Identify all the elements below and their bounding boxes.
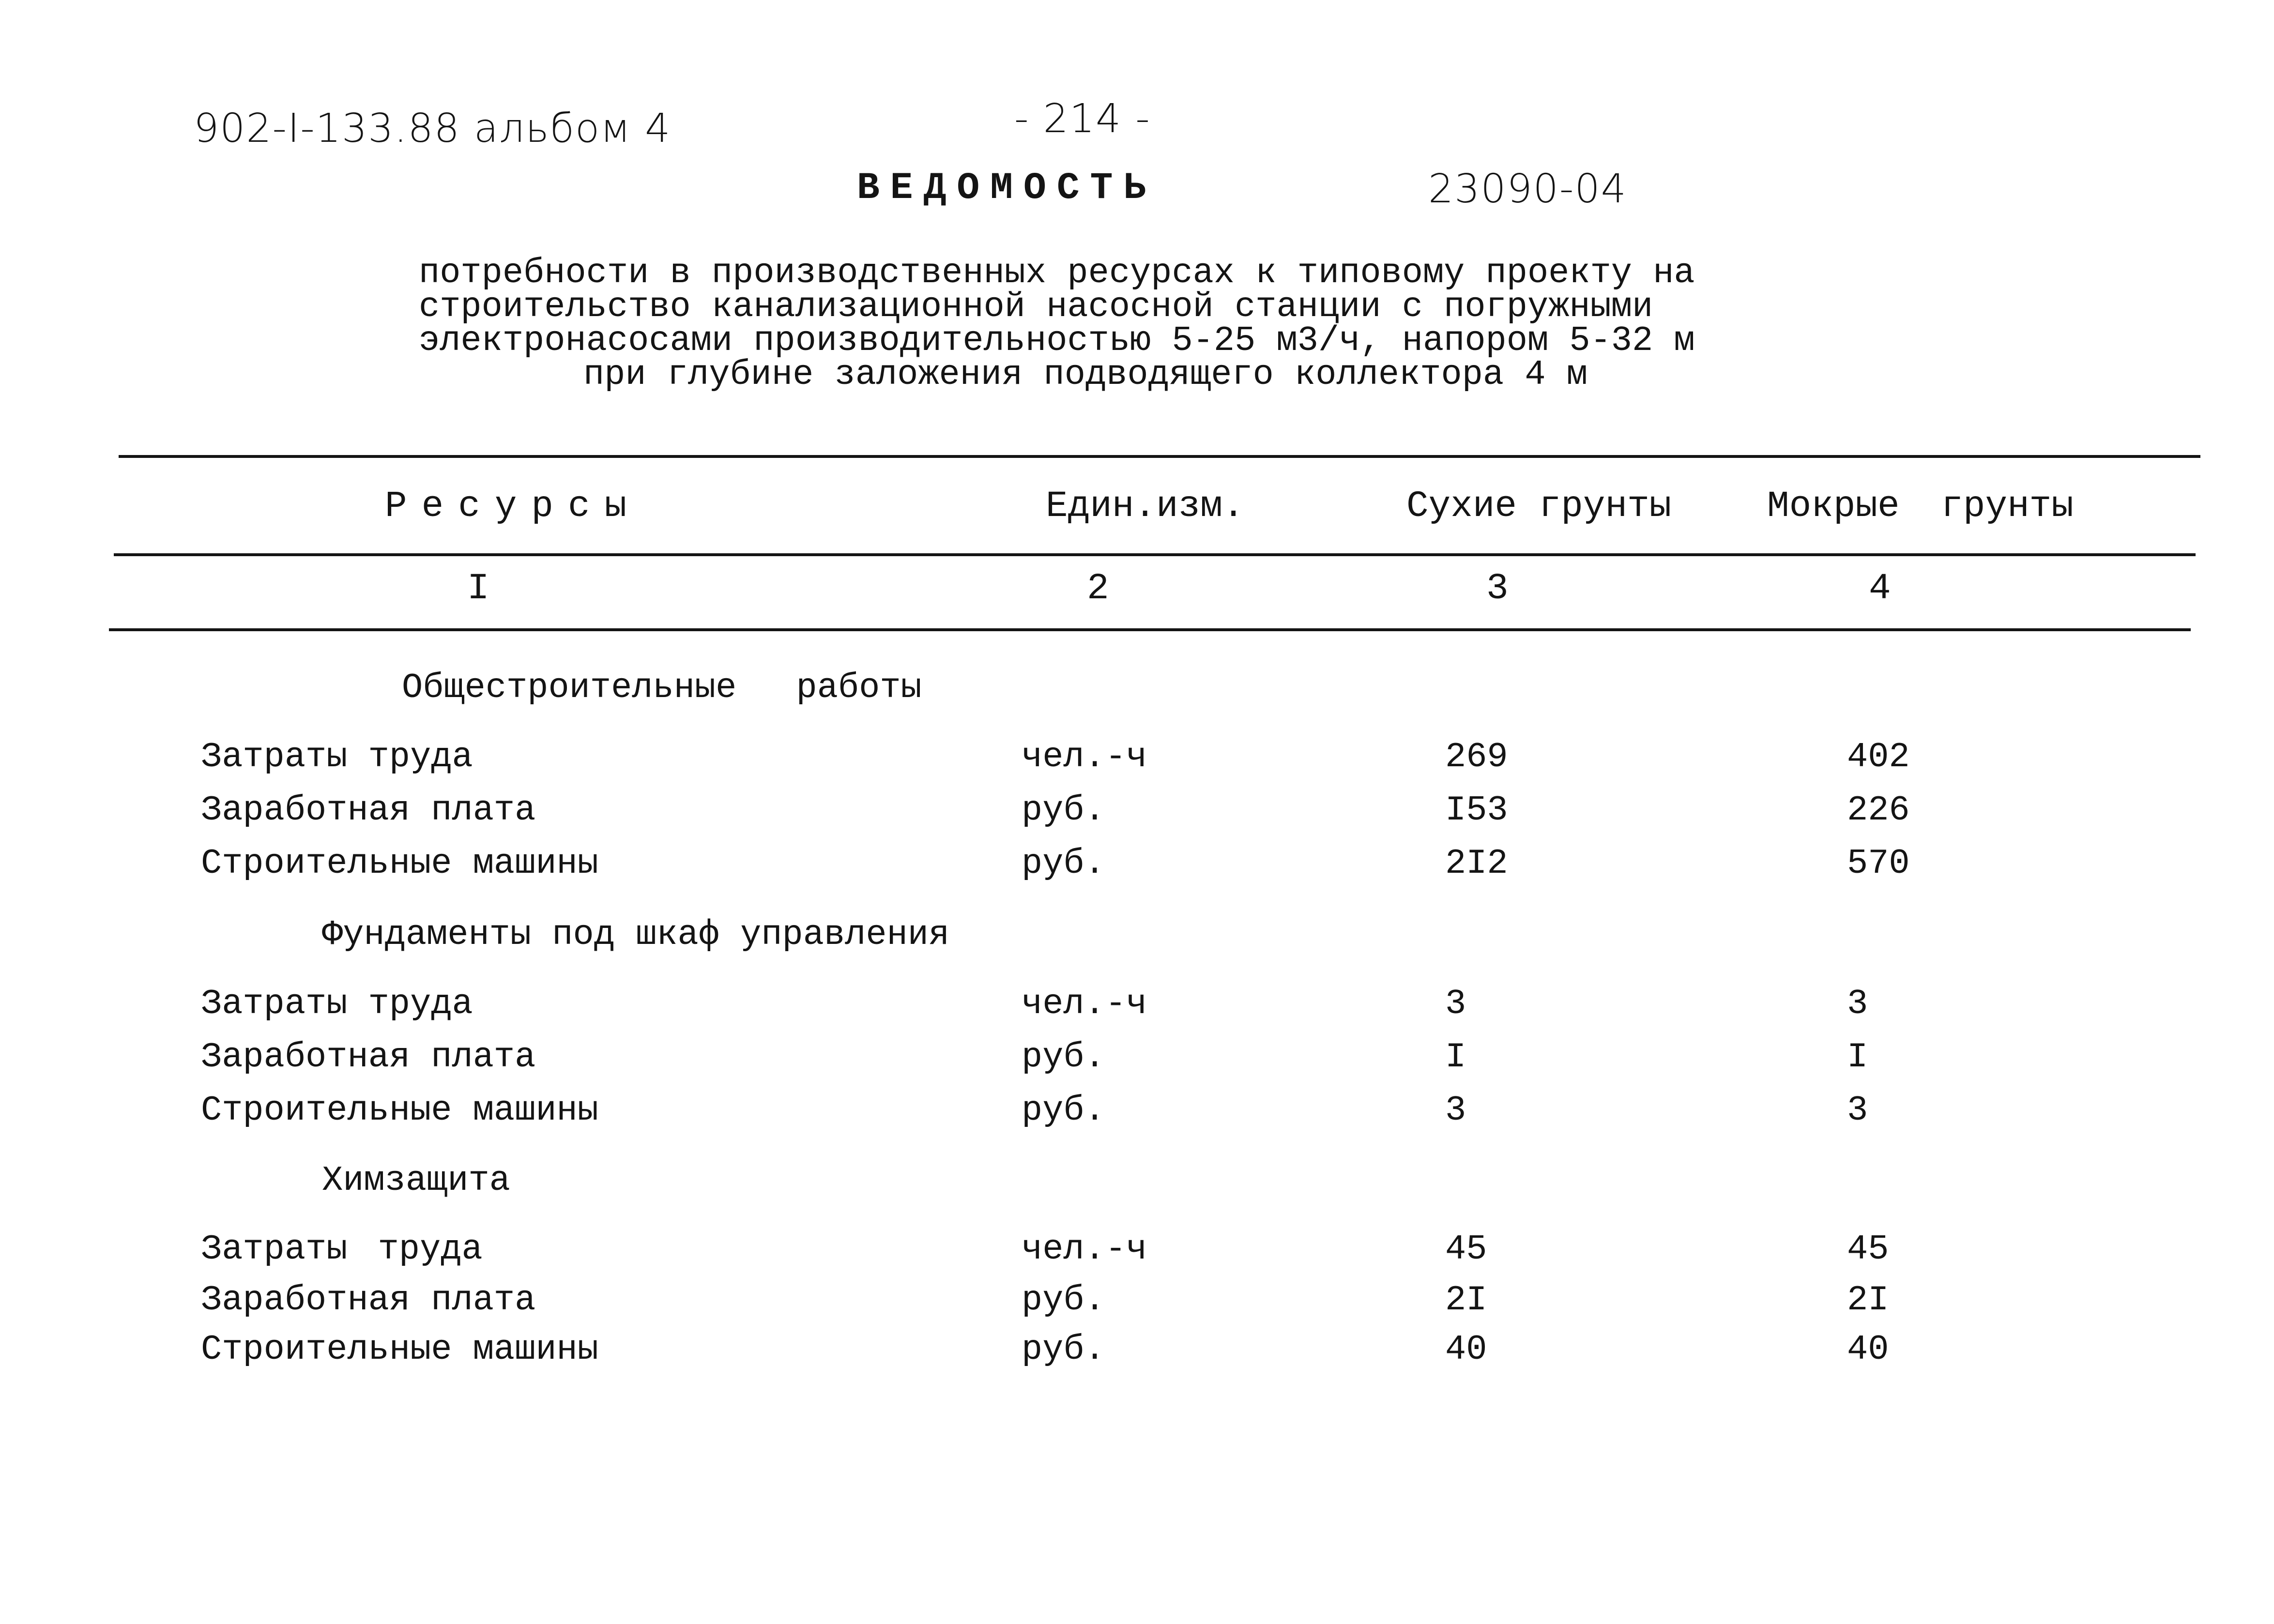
table-row-resource: Заработная плата xyxy=(201,1280,536,1320)
column-header-wet: Мокрые грунты xyxy=(1767,486,2074,527)
table-row-dry: 45 xyxy=(1445,1229,1487,1269)
table-row-resource: Затраты труда xyxy=(201,1229,483,1269)
table-row-resource: Заработная плата xyxy=(201,790,536,830)
table-numbers-rule xyxy=(109,628,2191,631)
table-row-resource: Строительные машины xyxy=(201,1091,598,1130)
section-title-general-construction: Общестроительные работы xyxy=(402,668,922,708)
column-number-1: I xyxy=(467,568,489,609)
table-row-resource: Затраты труда xyxy=(201,984,473,1024)
table-row-wet: 402 xyxy=(1847,737,1910,777)
table-row-dry: 2I2 xyxy=(1445,844,1508,883)
table-row-unit: чел.-ч xyxy=(1022,737,1147,777)
column-number-4: 4 xyxy=(1869,568,1891,609)
table-row-dry: 3 xyxy=(1445,1091,1466,1130)
document-code: 23090-04 xyxy=(1428,166,1627,212)
table-header-rule xyxy=(114,553,2196,556)
table-row-unit: чел.-ч xyxy=(1022,984,1147,1024)
table-row-dry: 2I xyxy=(1445,1280,1487,1320)
column-number-2: 2 xyxy=(1087,568,1109,609)
section-title-foundations: Фундаменты под шкаф управления xyxy=(322,915,950,955)
table-row-unit: руб. xyxy=(1022,1280,1105,1320)
document-reference: 902-I-133.88 альбом 4 xyxy=(194,106,672,152)
column-header-dry: Сухие грунты xyxy=(1406,486,1672,527)
page-number: - 214 - xyxy=(1014,96,1151,142)
table-row-unit: руб. xyxy=(1022,1330,1105,1369)
column-number-3: 3 xyxy=(1486,568,1509,609)
table-row-resource: Строительные машины xyxy=(201,1330,598,1369)
table-row-unit: руб. xyxy=(1022,790,1105,830)
table-row-dry: 3 xyxy=(1445,984,1466,1024)
table-row-unit: руб. xyxy=(1022,1091,1105,1130)
table-row-dry: 269 xyxy=(1445,737,1508,777)
table-row-wet: 226 xyxy=(1847,790,1910,830)
table-row-wet: 45 xyxy=(1847,1229,1889,1269)
description-line-2: строительство канализационной насосной станции с погружными xyxy=(419,287,1653,327)
column-header-unit: Един.изм. xyxy=(1046,486,1245,527)
table-row-unit: чел.-ч xyxy=(1022,1229,1147,1269)
section-title-chemical-protection: Химзащита xyxy=(322,1161,510,1200)
table-row-resource: Заработная плата xyxy=(201,1037,536,1077)
column-header-resources: Ресурсы xyxy=(385,486,641,527)
description-line-4: при глубине заложения подводящего коллектора 4 м xyxy=(583,355,1587,395)
document-title: ВЕДОМОСТЬ xyxy=(857,167,1157,210)
table-row-resource: Строительные машины xyxy=(201,844,598,883)
table-row-wet: 3 xyxy=(1847,1091,1868,1130)
table-row-wet: 2I xyxy=(1847,1280,1889,1320)
table-row-wet: I xyxy=(1847,1037,1868,1077)
table-row-resource: Затраты труда xyxy=(201,737,473,777)
description-line-3: электронасосами производительностью 5-25 м3/ч, напором 5-32 м xyxy=(419,321,1695,361)
table-row-unit: руб. xyxy=(1022,844,1105,883)
table-row-unit: руб. xyxy=(1022,1037,1105,1077)
table-top-rule xyxy=(119,455,2200,458)
table-row-wet: 570 xyxy=(1847,844,1910,883)
table-row-wet: 3 xyxy=(1847,984,1868,1024)
table-row-wet: 40 xyxy=(1847,1330,1889,1369)
table-row-dry: I xyxy=(1445,1037,1466,1077)
description-line-1: потребности в производственных ресурсах к типовому проекту на xyxy=(419,253,1695,293)
table-row-dry: I53 xyxy=(1445,790,1508,830)
table-row-dry: 40 xyxy=(1445,1330,1487,1369)
